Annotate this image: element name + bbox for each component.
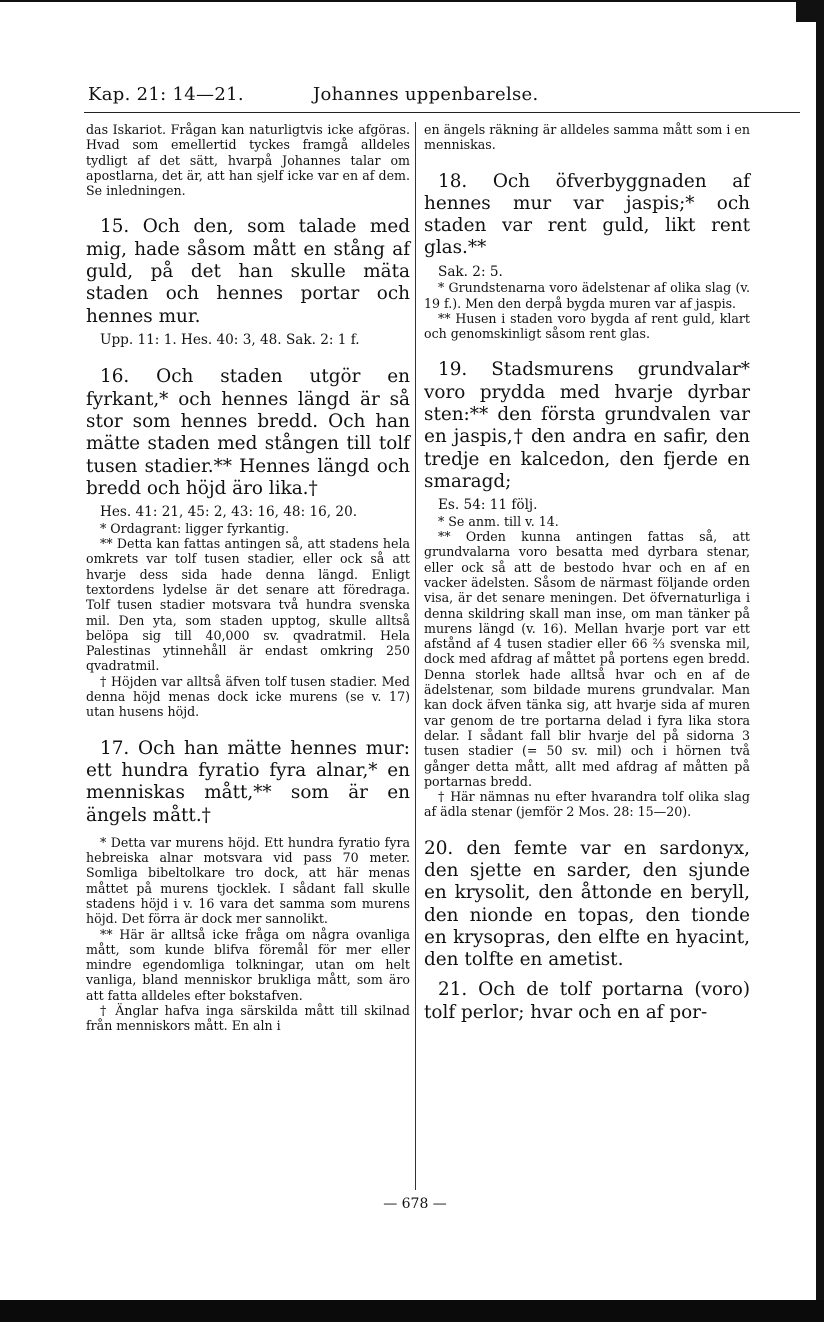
- note-continued: en ängels räkning är alldeles samma mått som i en menniskas.: [424, 122, 750, 153]
- verse-15: 15. Och den, som talade med mig, hade såsom mått en stång af guld, på det han skulle mäta staden och hennes portar och hennes mur.: [86, 216, 410, 327]
- book-title: Johannes uppenbarelse.: [313, 84, 539, 105]
- verse-17: 17. Och han mätte hennes mur: ett hundra fyratio fyra alnar,* en menniskas mått,** som är en ängels mått.†: [86, 737, 410, 826]
- verse-19: 19. Stadsmurens grundvalar* voro prydda med hvarje dyrbar sten:** den första grundvalen var en jaspis,† den andra en safir, den tredje en kalcedon, den fjerde en smaragd;: [424, 359, 750, 492]
- verse-19-note-2: ** Orden kunna antingen fattas så, att grundvalarna voro besatta med dyrbara stenar, eller ock så att de bestodo hvar och en af en vacker ädelsten. Såsom de närmast följande orden visa, är det senare meningen. Det öfvernaturliga i denna skildring skall man inse, om man tänker på murens längd (v. 16). Mellan hvarje port var ett afstånd af 4 tusen stadier eller 66 ⅔ svenska mil, dock med afdrag af måttet på portens egen bredd. Denna storlek hade alltså hvar och en af de ädelstenar, som bildade murens grundvalar. Man kan dock äfven tänka sig, att hvarje sida af muren var genom de tre portarna delad i fyra lika stora delar. I sådant fall blir hvarje del på sidorna 3 tusen stadier (= 50 sv. mil) och i hörnen två gånger detta mått, allt med afdrag af måtten på portarnas bredd.: [424, 529, 750, 789]
- verse-18-note-1: * Grundstenarna voro ädelstenar af olika slag (v. 19 f.). Men den derpå bygda muren var af jaspis.: [424, 280, 750, 311]
- verse-16-references: Hes. 41: 21, 45: 2, 43: 16, 48: 16, 20.: [100, 504, 358, 521]
- verse-15-references: Upp. 11: 1. Hes. 40: 3, 48. Sak. 2: 1 f.: [100, 331, 360, 348]
- right-column: [424, 122, 750, 1024]
- verse-20: 20. den femte var en sardonyx, den sjette en sarder, den sjunde en krysolit, den åttonde en beryll, den nionde en topas, den tionde en krysopras, den elfte en hyacint, den tolfte en ametist.: [424, 837, 750, 971]
- verse-18-references: Sak. 2: 5.: [438, 263, 503, 280]
- verse-18-note-2: ** Husen i staden voro bygda af rent guld, klart och genomskinligt såsom rent glas.: [424, 310, 750, 342]
- scan-bottom-border: [0, 1300, 824, 1322]
- verse-18: 18. Och öfverbyggnaden af hennes mur var jaspis;* och staden var rent guld, likt rent glas.**: [424, 170, 750, 259]
- verse-21: 21. Och de tolf portarna (voro) tolf perlor; hvar och en af por-: [424, 979, 750, 1023]
- page-number: — 678 —: [383, 1196, 447, 1212]
- scan-right-border: [816, 0, 824, 1322]
- verse-16-note-2: ** Detta kan fattas antingen så, att stadens hela omkrets var tolf tusen stadier, eller ock så att hvarje dess sida hade denna längd. Enligt textordens lydelse är det senare att föredraga. Tolf tusen stadier motsvara två hundra svenska mil. Den yta, som staden upptog, skulle alltså belöpa sig till 40,000 sv. qvadratmil. Hela Palestinas ytinnehåll är endast omkring 250 qvadratmil.: [86, 536, 410, 674]
- left-column: [86, 122, 410, 1034]
- verse-17-note-1: * Detta var murens höjd. Ett hundra fyratio fyra hebreiska alnar motsvara vid pass 70 meter. Somliga bibeltolkare tro dock, att här menas måttet på murens tjocklek. I sådant fall skulle stadens höjd i v. 16 vara det samma som murens höjd. Det förra är dock mer sannolikt.: [86, 834, 410, 927]
- verse-16-note-1: * Ordagrant: ligger fyrkantig.: [100, 520, 290, 536]
- verse-16: 16. Och staden utgör en fyrkant,* och hennes längd är så stor som hennes bredd. Och han mätte staden med stången till tolf tusen stadier.** Hennes längd och bredd och höjd äro lika.†: [86, 366, 410, 499]
- column-divider: [415, 122, 416, 1190]
- note-continued: das Iskariot. Frågan kan naturligtvis icke afgöras. Hvad som emellertid tyckes framgå alldeles tydligt af det sätt, hvarpå Johannes talar om apostlarna, det är, att han sjelf icke var en af dem. Se inledningen.: [86, 122, 410, 199]
- verse-19-references: Es. 54: 11 följ.: [438, 497, 538, 514]
- verse-16-note-3: † Höjden var alltså äfven tolf tusen stadier. Med denna höjd menas dock icke murens (se v. 17) utan husens höjd.: [86, 673, 410, 720]
- header-rule: [84, 112, 800, 113]
- scan-top-border: [0, 0, 824, 22]
- verse-17-note-3: † Änglar hafva inga särskilda mått till skilnad från menniskors mått. En aln i: [86, 1003, 410, 1034]
- verse-17-note-2: ** Här är alltså icke fråga om några ovanliga mått, som kunde blifva föremål för mer eller mindre egendomliga tolkningar, utan om helt vanliga, bland menniskor brukliga mått, som äro att fatta alldeles efter bokstafven.: [86, 926, 410, 1003]
- chapter-reference: Kap. 21: 14—21.: [88, 84, 244, 105]
- verse-19-note-1: * Se anm. till v. 14.: [438, 513, 559, 529]
- verse-19-note-3: † Här nämnas nu efter hvarandra tolf olika slag af ädla stenar (jemför 2 Mos. 28: 15—20).: [424, 789, 750, 820]
